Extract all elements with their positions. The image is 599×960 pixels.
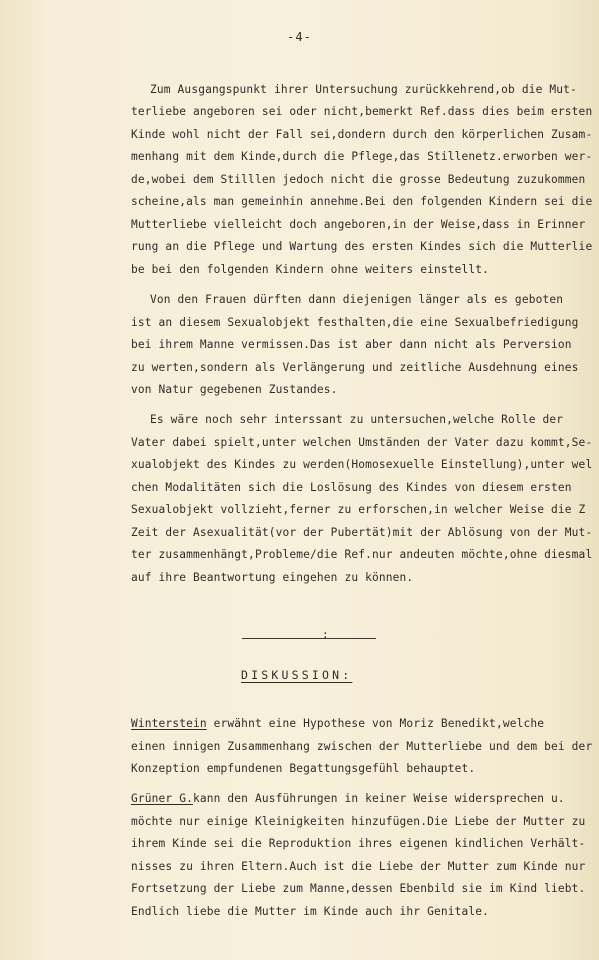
paragraph-3-line: xualobjekt des Kindes zu werden(Homosexuelle Einstellung),unter wel <box>131 458 593 471</box>
paragraph-3-line: Vater dabei spielt,unter welchen Umständen der Vater dazu kommt,Se- <box>131 436 593 449</box>
speaker-name-winterstein: Winterstein <box>131 717 207 730</box>
gruener-line: Fortsetzung der Liebe zum Manne,dessen Ebenbild sie im Kind liebt. <box>131 882 586 895</box>
paragraph-3-line: Zeit der Asexualität(vor der Pubertät)mit der Ablösung von der Mut- <box>131 526 593 539</box>
gruener-line: nisses zu ihren Eltern.Auch ist die Liebe der Mutter zum Kinde nur <box>131 860 586 873</box>
paragraph-3-line: Es wäre noch sehr interssant zu untersuchen,welche Rolle der <box>150 413 564 426</box>
section-separator <box>242 638 376 639</box>
paragraph-1-line: Kinde wohl nicht der Fall sei,dondern durch den körperlichen Zusam- <box>131 128 593 141</box>
gruener-line: ihrem Kinde sei die Reproduktion ihres eigenen kindlichen Verhält- <box>131 837 586 850</box>
winterstein-line: Konzeption empfundenen Begattungsgefühl behauptet. <box>131 762 476 775</box>
gruener-line: möchte nur einige Kleinigkeiten hinzufügen.Die Liebe der Mutter zu <box>131 815 586 828</box>
gruener-first-line <box>131 792 565 805</box>
paragraph-3-line: ter zusammenhängt,Probleme/die Ref.nur andeuten möchte,ohne diesmal <box>131 548 593 561</box>
paragraph-2-line: von Natur gegebenen Zustandes. <box>131 383 338 396</box>
paragraph-3-line: chen Modalitäten sich die Loslösung des Kindes von diesem ersten <box>131 481 572 494</box>
paragraph-2-line: zu werten,sondern als Verlängerung und zeitliche Ausdehnung eines <box>131 361 579 374</box>
winterstein-text: erwähnt eine Hypothese von Moriz Benedikt,welche <box>206 717 545 730</box>
paragraph-2-line: Von den Frauen dürften dann diejenigen länger als es geboten <box>150 293 564 306</box>
gruener-line: Endlich liebe die Mutter im Kinde auch ihr Genitale. <box>131 905 490 918</box>
paragraph-1-line: scheine,als man gemeinhin annehme.Bei den folgenden Kindern sei die <box>131 195 593 208</box>
separator-mark: : <box>322 628 329 641</box>
paragraph-1-line: Zum Ausgangspunkt ihrer Untersuchung zurückkehrend,ob die Mut- <box>150 83 577 96</box>
paragraph-1-line: Mutterliebe vielleicht doch angeboren,in der Weise,dass in Erinner <box>131 218 586 231</box>
paragraph-2-line: ist an diesem Sexualobjekt festhalten,die eine Sexualbefriedigung <box>131 316 579 329</box>
paragraph-3-line: auf ihre Beantwortung eingehen zu können. <box>131 571 414 584</box>
page-number: -4- <box>287 30 312 44</box>
discussion-heading: DISKUSSION: <box>241 668 353 682</box>
paragraph-1-line: menhang mit dem Kinde,durch die Pflege,das Stillenetz.erworben wer- <box>131 150 593 163</box>
paragraph-1-line: rung an die Pflege und Wartung des ersten Kindes sich die Mutterlie <box>131 240 593 253</box>
winterstein-first-line <box>131 717 544 730</box>
paragraph-1-line: be bei den folgenden Kindern ohne weiters einstellt. <box>131 263 490 276</box>
gruener-text: kann den Ausführungen in keiner Weise widersprechen u. <box>192 792 565 805</box>
paragraph-2-line: bei ihrem Manne vermissen.Das ist aber dann nicht als Perversion <box>131 338 572 351</box>
paragraph-1-line: de,wobei dem Stilllen jedoch nicht die grosse Bedeutung zuzukommen <box>131 173 586 186</box>
paragraph-1-line: terliebe angeboren sei oder nicht,bemerkt Ref.dass dies beim ersten <box>131 105 593 118</box>
speaker-name-gruener: Grüner G. <box>131 792 193 805</box>
winterstein-line: einen innigen Zusammenhang zwischen der Mutterliebe und dem bei der <box>131 740 593 753</box>
paragraph-3-line: Sexualobjekt vollzieht,ferner zu erforschen,in welcher Weise die Z <box>131 503 586 516</box>
